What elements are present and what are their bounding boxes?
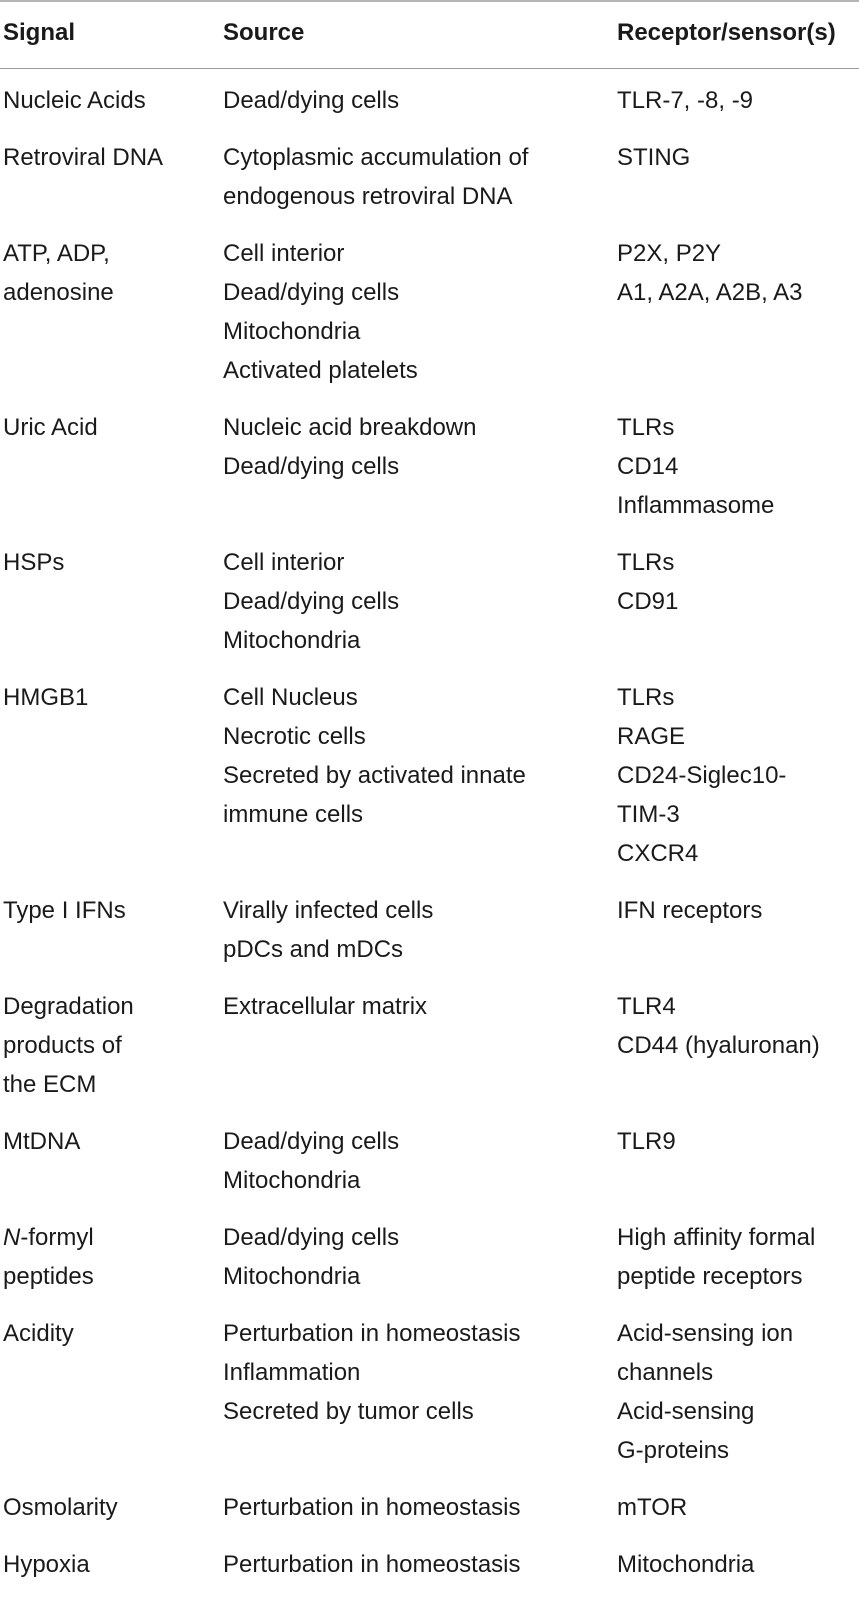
cell-signal-line: Acidity — [3, 1320, 74, 1347]
cell-receptor-line: peptide receptors — [617, 1263, 803, 1290]
cell-receptor — [617, 1218, 857, 1296]
cell-signal-line: Type I IFNs — [3, 897, 126, 924]
cell-signal — [3, 678, 208, 717]
cell-receptor — [617, 234, 857, 312]
cell-receptor-line: STING — [617, 144, 691, 171]
cell-signal-line: products of — [3, 1032, 122, 1059]
table-header-row — [0, 14, 859, 64]
cell-signal-line: the ECM — [3, 1071, 97, 1098]
cell-source — [223, 543, 603, 660]
cell-signal-line: HSPs — [3, 549, 65, 576]
cell-receptor-line: TLRs — [617, 549, 675, 576]
cell-receptor-line: CD24-Siglec10- — [617, 762, 787, 789]
cell-source-line: Dead/dying cells — [223, 453, 400, 480]
cell-receptor — [617, 1488, 857, 1527]
table-row — [0, 1218, 859, 1314]
cell-source-line: Secreted by activated innate — [223, 762, 526, 789]
cell-receptor-line: IFN receptors — [617, 897, 763, 924]
cell-receptor — [617, 891, 857, 930]
cell-signal-text: -formyl — [20, 1224, 94, 1251]
table-row — [0, 408, 859, 543]
cell-receptor-line: G-proteins — [617, 1437, 730, 1464]
table-top-rule — [0, 0, 859, 2]
cell-receptor-line: TLR9 — [617, 1128, 676, 1155]
cell-signal-line: Hypoxia — [3, 1551, 90, 1578]
cell-receptor — [617, 1545, 857, 1584]
table-row — [0, 1122, 859, 1218]
header-receptor: Receptor/sensor(s) — [617, 19, 836, 46]
cell-receptor — [617, 678, 857, 873]
cell-signal — [3, 234, 208, 312]
cell-source — [223, 81, 603, 120]
cell-signal — [3, 81, 208, 120]
cell-receptor-line: TLR-7, -8, -9 — [617, 87, 754, 114]
cell-source — [223, 408, 603, 486]
cell-receptor-line: RAGE — [617, 723, 686, 750]
cell-receptor — [617, 987, 857, 1065]
cell-receptor — [617, 81, 857, 120]
table-row — [0, 1545, 859, 1602]
cell-source-line: Cytoplasmic accumulation of — [223, 144, 529, 171]
cell-source-line: Inflammation — [223, 1359, 361, 1386]
cell-signal-line: adenosine — [3, 279, 114, 306]
cell-source-line: Perturbation in homeostasis — [223, 1494, 521, 1521]
cell-receptor-line: TLR4 — [617, 993, 676, 1020]
cell-receptor-line: High affinity formal — [617, 1224, 816, 1251]
cell-receptor-line: CD14 — [617, 453, 679, 480]
cell-source-line: immune cells — [223, 801, 364, 828]
cell-source-line: Nucleic acid breakdown — [223, 414, 477, 441]
cell-receptor-line: P2X, P2Y — [617, 240, 722, 267]
cell-signal — [3, 1122, 208, 1161]
cell-source-line: Mitochondria — [223, 1167, 361, 1194]
cell-source-line: Cell interior — [223, 549, 345, 576]
cell-signal-line: MtDNA — [3, 1128, 81, 1155]
cell-receptor-line: mTOR — [617, 1494, 688, 1521]
cell-receptor-line: CD44 (hyaluronan) — [617, 1032, 820, 1059]
cell-source — [223, 138, 603, 216]
cell-receptor-line: Acid-sensing ion — [617, 1320, 794, 1347]
table-body — [0, 81, 859, 1602]
cell-source-line: Activated platelets — [223, 357, 418, 384]
cell-signal — [3, 1488, 208, 1527]
cell-receptor-line: TLRs — [617, 684, 675, 711]
table-row — [0, 234, 859, 408]
cell-source-line: Cell Nucleus — [223, 684, 358, 711]
cell-receptor-line: Acid-sensing — [617, 1398, 755, 1425]
cell-signal — [3, 543, 208, 582]
cell-signal-line: Nucleic Acids — [3, 87, 146, 114]
cell-source — [223, 678, 603, 834]
cell-signal-line: Degradation — [3, 993, 134, 1020]
cell-source — [223, 891, 603, 969]
cell-receptor-line: A1, A2A, A2B, A3 — [617, 279, 803, 306]
table-row — [0, 1314, 859, 1488]
cell-receptor — [617, 138, 857, 177]
cell-source-line: Mitochondria — [223, 1263, 361, 1290]
cell-source-line: endogenous retroviral DNA — [223, 183, 513, 210]
header-signal: Signal — [3, 19, 76, 46]
cell-source — [223, 987, 603, 1026]
cell-receptor-line: Inflammasome — [617, 492, 775, 519]
cell-signal — [3, 891, 208, 930]
cell-source — [223, 234, 603, 390]
cell-signal — [3, 1314, 208, 1353]
cell-source-line: Dead/dying cells — [223, 1224, 400, 1251]
cell-source-line: Dead/dying cells — [223, 279, 400, 306]
cell-receptor-line: CD91 — [617, 588, 679, 615]
cell-receptor-line: CXCR4 — [617, 840, 699, 867]
cell-signal — [3, 987, 208, 1104]
cell-signal-line: Osmolarity — [3, 1494, 118, 1521]
cell-source-line: pDCs and mDCs — [223, 936, 404, 963]
cell-source-line: Mitochondria — [223, 627, 361, 654]
cell-receptor-line: TIM-3 — [617, 801, 680, 828]
cell-source-line: Extracellular matrix — [223, 993, 428, 1020]
cell-source-line: Necrotic cells — [223, 723, 366, 750]
table-row — [0, 81, 859, 138]
cell-source-line: Secreted by tumor cells — [223, 1398, 474, 1425]
table-row — [0, 138, 859, 234]
table-row — [0, 891, 859, 987]
cell-receptor — [617, 1122, 857, 1161]
cell-source — [223, 1122, 603, 1200]
header-source: Source — [223, 19, 305, 46]
header-rule — [0, 68, 859, 69]
cell-signal-line: HMGB1 — [3, 684, 89, 711]
cell-signal-line: peptides — [3, 1263, 94, 1290]
table-row — [0, 543, 859, 678]
cell-signal — [3, 1545, 208, 1584]
cell-source-line: Virally infected cells — [223, 897, 434, 924]
cell-source-line: Perturbation in homeostasis — [223, 1551, 521, 1578]
cell-source — [223, 1314, 603, 1431]
cell-signal — [3, 1218, 208, 1296]
cell-signal-line: Uric Acid — [3, 414, 98, 441]
cell-source-line: Perturbation in homeostasis — [223, 1320, 521, 1347]
cell-source-line: Dead/dying cells — [223, 1128, 400, 1155]
cell-source — [223, 1218, 603, 1296]
cell-source-line: Dead/dying cells — [223, 87, 400, 114]
cell-receptor-line: Mitochondria — [617, 1551, 755, 1578]
cell-receptor — [617, 408, 857, 525]
cell-receptor — [617, 543, 857, 621]
cell-signal — [3, 138, 208, 177]
cell-signal-line: Retroviral DNA — [3, 144, 164, 171]
cell-signal-line: ATP, ADP, — [3, 240, 110, 267]
cell-source-line: Mitochondria — [223, 318, 361, 345]
cell-source — [223, 1545, 603, 1584]
cell-source — [223, 1488, 603, 1527]
cell-receptor — [617, 1314, 857, 1470]
cell-signal — [3, 408, 208, 447]
cell-signal-line — [3, 1218, 208, 1257]
table-row — [0, 678, 859, 891]
cell-source-line: Cell interior — [223, 240, 345, 267]
cell-source-line: Dead/dying cells — [223, 588, 400, 615]
cell-receptor-line: TLRs — [617, 414, 675, 441]
table-row — [0, 1488, 859, 1545]
cell-receptor-line: channels — [617, 1359, 714, 1386]
table-row — [0, 987, 859, 1122]
italic-prefix: N — [3, 1224, 21, 1251]
